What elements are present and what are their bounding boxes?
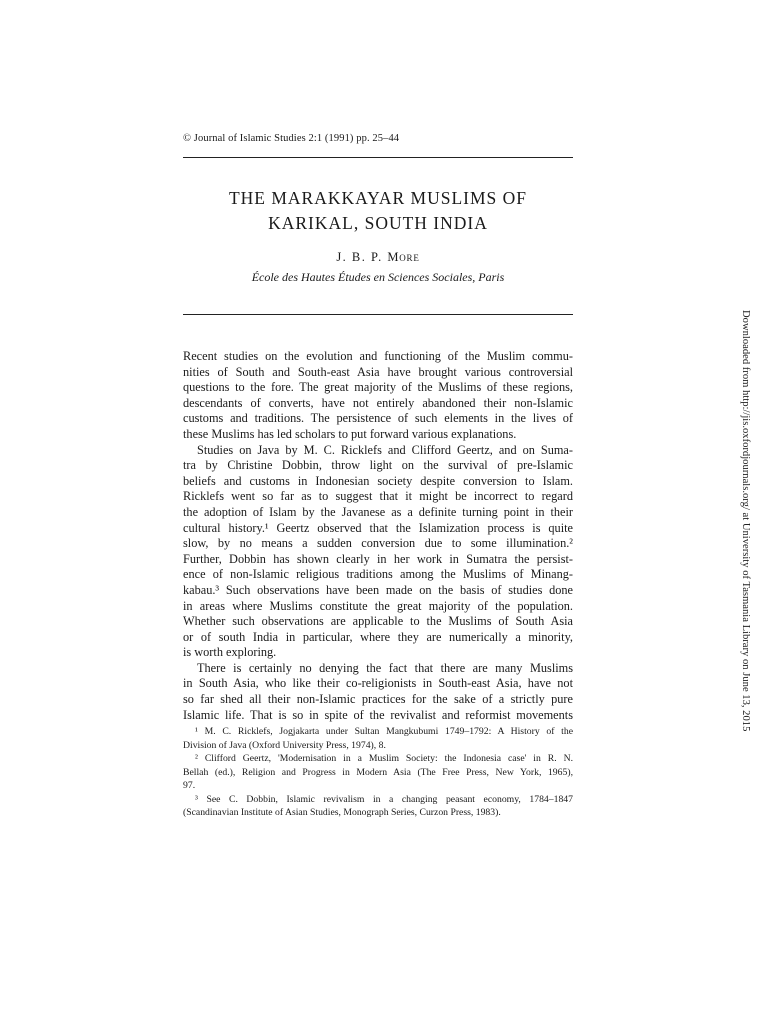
title-block-rule (183, 314, 573, 315)
body-line: Whether such observations are applicable to the Muslims of South Asia (183, 614, 573, 629)
body-line: descendants of converts, have not entirely abandoned their non-Islamic (183, 395, 573, 410)
footnote-line: Division of Java (Oxford University Press, 1974), 8. (183, 739, 386, 751)
body-line: customs and traditions. The persistence of such elements in the lives of (183, 411, 573, 426)
download-watermark: Downloaded from http://jis.oxfordjournals.org/ at University of Tasmania Library on June 13, 2015 (740, 310, 751, 732)
footnote-line: 97. (183, 780, 196, 791)
footnote-line: ¹ M. C. Ricklefs, Jogjakarta under Sultan Mangkubumi 1749–1792: A History of the (195, 726, 573, 737)
body-line: kabau.³ Such observations have been made on the basis of studies done (183, 582, 573, 597)
author-affiliation: École des Hautes Études en Sciences Sociales, Paris (251, 270, 505, 284)
body-line: There is certainly no denying the fact that there are many Muslims (197, 660, 573, 675)
body-line: so far shed all their non-Islamic practices for the sake of a strictly pure (183, 692, 573, 707)
body-line: slow, by no means a sudden conversion due to some illumination.² (183, 536, 573, 551)
article-title (183, 186, 573, 236)
body-line: in South Asia, who like their co-religionists in South-east Asia, have not (183, 676, 573, 691)
body-line: Studies on Java by M. C. Ricklefs and Clifford Geertz, and on Suma- (197, 442, 573, 457)
article-body (183, 349, 573, 723)
author-initials: J. B. P. (336, 250, 383, 264)
title-line-1: THE MARAKKAYAR MUSLIMS OF (228, 188, 528, 208)
title-line-2: KARIKAL, SOUTH INDIA (268, 213, 488, 233)
footnote-line: (Scandinavian Institute of Asian Studies, Monograph Series, Curzon Press, 1983). (183, 807, 501, 818)
footnote-line: ³ See C. Dobbin, Islamic revivalism in a changing peasant economy, 1784–1847 (195, 793, 573, 805)
body-line: the adoption of Islam by the Javanese as a definite turning point in their (183, 504, 573, 519)
body-line: is worth exploring. (183, 645, 277, 660)
footnote-line: Bellah (ed.), Religion and Progress in Modern Asia (The Free Press, New York, 1965), (183, 766, 573, 778)
journal-citation: © Journal of Islamic Studies 2:1 (1991) pp. 25–44 (183, 133, 400, 144)
body-line: in areas where Muslims constitute the great majority of the population. (183, 598, 573, 613)
body-line: beliefs and customs in Indonesian society despite conversion to Islam. (183, 473, 573, 488)
body-line: cultural history.¹ Geertz observed that the Islamization process is quite (183, 520, 573, 535)
body-line: Ricklefs went so far as to suggest that it might be incorrect to regard (183, 489, 573, 504)
author-name (183, 250, 573, 265)
footnotes (183, 725, 573, 820)
body-line: these Muslims has led scholars to put forward various explanations. (183, 426, 517, 441)
footnote-line: ² Clifford Geertz, 'Modernisation in a Muslim Society: the Indonesia case' in R. N. (195, 753, 573, 764)
body-line: tra by Christine Dobbin, throw light on the survival of pre-Islamic (183, 458, 573, 473)
header-rule (183, 157, 573, 158)
author-surname: More (387, 250, 420, 264)
body-line: Further, Dobbin has shown clearly in her work in Sumatra the persist- (183, 551, 573, 566)
body-line: nities of South and South-east Asia have brought various controversial (183, 364, 573, 379)
body-line: ence of non-Islamic religious traditions among the Muslims of Minang- (183, 567, 573, 582)
body-line: questions to the fore. The great majority of the Muslims of these regions, (183, 380, 573, 395)
body-line: or of south India in particular, where they are numerically a minority, (183, 629, 573, 644)
body-line: Islamic life. That is so in spite of the revivalist and reformist movements (183, 707, 573, 722)
body-line: Recent studies on the evolution and functioning of the Muslim commu- (183, 349, 573, 363)
